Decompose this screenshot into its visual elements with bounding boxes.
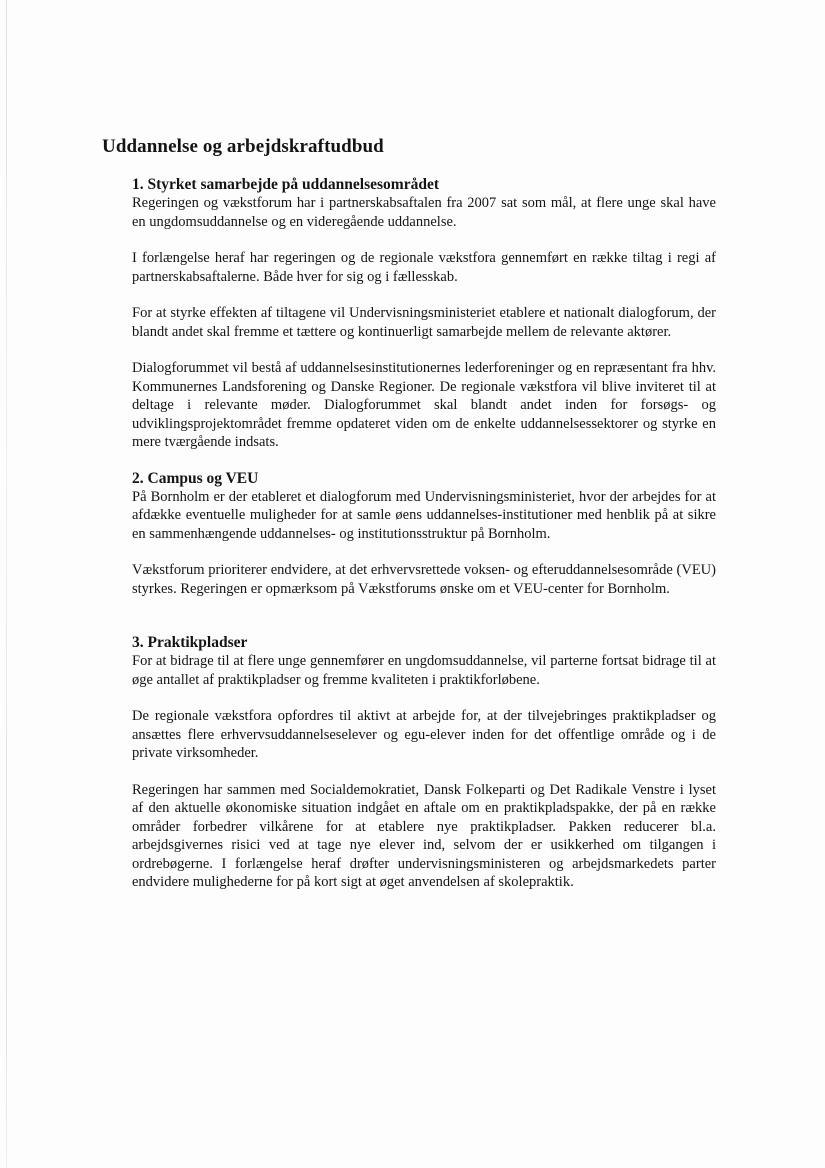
paragraph: Regeringen har sammen med Socialdemokratiet, Dansk Folkeparti og Det Radikale Venstre i lyset af den aktuelle økonomiske situation indgået en aftale om en praktikpladspakke, der på en række områder forbedrer vilkårene for at etablere nye praktikpladser. Pakken reducerer bl.a. arbejdsgivernes risici ved at tage nye elever ind, selvom der er usikkerhed om tilgangen i ordrebøgerne. I forlængelse heraf drøfter undervisningsministeren og arbejdsmarkedets parter endvidere mulighederne for på kort sigt at øget anvendelsen af skolepraktik. bbox=[132, 781, 716, 890]
paragraph: Regeringen og vækstforum har i partnerskabsaftalen fra 2007 sat som mål, at flere unge skal have en ungdomsuddannelse og en videregående uddannelse. bbox=[132, 195, 716, 230]
document-body bbox=[132, 176, 716, 892]
section-heading: 1. Styrket samarbejde på uddannelsesområdet bbox=[132, 176, 439, 193]
scan-edge-line bbox=[6, 0, 7, 1168]
section-praktikpladser bbox=[132, 634, 716, 892]
paragraph: På Bornholm er der etableret et dialogforum med Undervisningsministeriet, hvor der arbejdes for at afdække eventuelle muligheder for at samle øens uddannelses-institutioner med henblik på at sikre en sammenhængende uddannelses- og institutionsstruktur på Bornholm. bbox=[132, 488, 716, 542]
section-styrket-samarbejde bbox=[132, 176, 716, 452]
document-title: Uddannelse og arbejdskraftudbud bbox=[102, 136, 384, 157]
paragraph: I forlængelse heraf har regeringen og de regionale vækstfora gennemført en række tiltag i regi af partnerskabsaftalerne. Både hver for sig og i fællesskab. bbox=[132, 250, 716, 285]
paragraph: For at styrke effekten af tiltagene vil Undervisningsministeriet etablere et nationalt dialogforum, der blandt andet skal fremme et tættere og kontinuerligt samarbejde mellem de relevante aktører. bbox=[132, 305, 716, 340]
paragraph: Vækstforum prioriterer endvidere, at det erhvervsrettede voksen- og efteruddannelsesområde (VEU) styrkes. Regeringen er opmærksom på Vækstforums ønske om et VEU-center for Bornholm. bbox=[132, 562, 716, 597]
paragraph: De regionale vækstfora opfordres til aktivt at arbejde for, at der tilvejebringes praktikpladser og ansættes flere erhvervsuddannelseselever og egu-elever inden for det offentlige område og i de private virksomheder. bbox=[132, 708, 716, 761]
section-heading: 3. Praktikpladser bbox=[132, 634, 248, 651]
section-campus-og-veu bbox=[132, 470, 716, 599]
paragraph: Dialogforummet vil bestå af uddannelsesinstitutionernes lederforeninger og en repræsentant fra hhv. Kommunernes Landsforening og Danske Regioner. De regionale vækstfora vil blive inviteret til at deltage i relevante møder. Dialogforummet skal blandt andet inden for forsøgs- og udviklingsprojektområdet fremme opdateret viden om de enkelte uddannelsessektorer og styrke en mere tværgående indsats. bbox=[132, 360, 716, 450]
section-heading: 2. Campus og VEU bbox=[132, 469, 259, 487]
paragraph: For at bidrage til at flere unge gennemfører en ungdomsuddannelse, vil parterne fortsat bidrage til at øge antallet af praktikpladser og fremme kvaliteten i praktikforløbene. bbox=[132, 653, 716, 688]
